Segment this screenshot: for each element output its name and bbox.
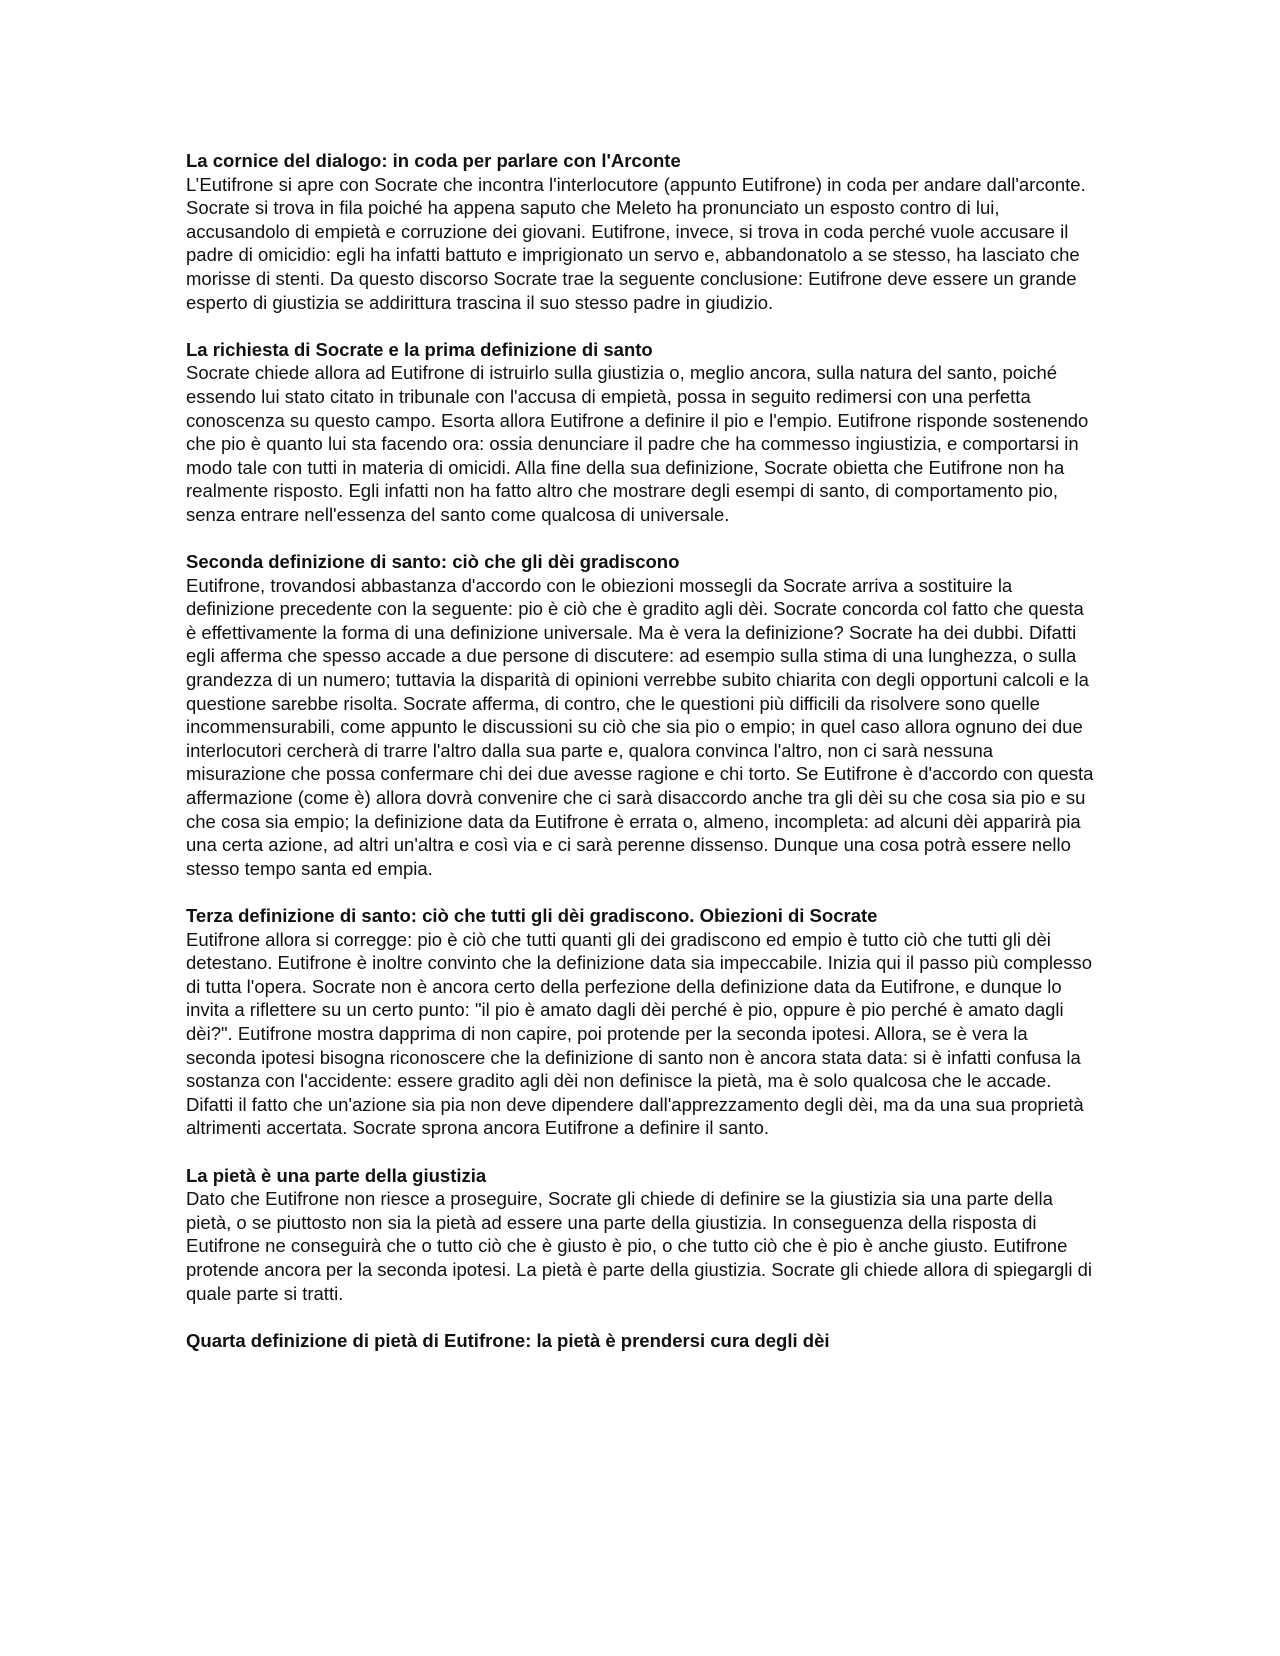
section-seconda-definizione [186,550,1096,880]
document-page [186,149,1096,1376]
section-heading: La richiesta di Socrate e la prima definizione di santo [186,338,653,360]
section-quarta-definizione [186,1329,1096,1353]
section-paragraph: Eutifrone allora si corregge: pio è ciò che tutti quanti gli dei gradiscono ed empio è tutto ciò che tutti gli dèi detestano. Eutifrone è inoltre convinto che la definizione data sia impeccabile. Inizia qui il passo più complesso di tutta l'opera. Socrate non è ancora certo della perfezione della definizione data da Eutifrone, e dunque lo invita a riflettere su un certo punto: "il pio è amato dagli dèi perché è pio, oppure è pio perché è amato dagli dèi?". Eutifrone mostra dapprima di non capire, poi protende per la seconda ipotesi. Allora, se è vera la seconda ipotesi bisogna riconoscere che la definizione di santo non è ancora stata data: si è infatti confusa la sostanza con l'accidente: essere gradito agli dèi non definisce la pietà, ma è solo qualcosa che le accade. Difatti il fatto che un'azione sia pia non deve dipendere dall'apprezzamento degli dèi, ma da una sua proprietà altrimenti accertata. Socrate sprona ancora Eutifrone a definire il santo. [186,928,1093,1139]
section-paragraph: Eutifrone, trovandosi abbastanza d'accordo con le obiezioni mossegli da Socrate arriva a sostituire la definizione precedente con la seguente: pio è ciò che è gradito agli dèi. Socrate concorda col fatto che questa è effettivamente la forma di una definizione universale. Ma è vera la definizione? Socrate ha dei dubbi. Difatti egli afferma che spesso accade a due persone di discutere: ad esempio sulla stima di una lunghezza, o sulla grandezza di un numero; tuttavia la disparità di opinioni verrebbe subito chiarita con degli opportuni calcoli e la questione sarebbe risolta. Socrate afferma, di contro, che le questioni più difficili da risolvere sono quelle incommensurabili, come appunto le discussioni su ciò che sia pio o empio; in quel caso allora ognuno dei due interlocutori cercherà di trarre l'altro dalla sua parte e, qualora convinca l'altro, non ci sarà nessuna misurazione che possa confermare chi dei due avesse ragione e chi torto. Se Eutifrone è d'accordo con questa affermazione (come è) allora dovrà convenire che ci sarà disaccordo anche tra gli dèi su che cosa sia pio e su che cosa sia empio; la definizione data da Eutifrone è errata o, almeno, incompleta: ad alcuni dèi apparirà pia una certa azione, ad altri un'altra e così via e ci sarà perenne dissenso. Dunque una cosa potrà essere nello stesso tempo santa ed empia. [186,574,1094,879]
section-heading: Quarta definizione di pietà di Eutifrone: la pietà è prendersi cura degli dèi [186,1329,830,1351]
section-paragraph: L’Eutifrone si apre con Socrate che incontra l'interlocutore (appunto Eutifrone) in coda per andare dall'arconte. Socrate si trova in fila poiché ha appena saputo che Meleto ha pronunciato un esposto contro di lui, accusandolo di empietà e corruzione dei giovani. Eutifrone, invece, si trova in coda perché vuole accusare il padre di omicidio: egli ha infatti battuto e imprigionato un servo e, abbandonatolo a se stesso, ha lasciato che morisse di stenti. Da questo discorso Socrate trae la seguente conclusione: Eutifrone deve essere un grande esperto di giustizia se addirittura trascina il suo stesso padre in giudizio. [186,173,1086,313]
section-heading: La pietà è una parte della giustizia [186,1164,487,1186]
section-heading: Terza definizione di santo: ciò che tutti gli dèi gradiscono. Obiezioni di Socrate [186,905,878,926]
section-terza-definizione [186,904,1096,1140]
section-paragraph: Dato che Eutifrone non riesce a proseguire, Socrate gli chiede di definire se la giustizia sia una parte della pietà, o se piuttosto non sia la pietà ad essere una parte della giustizia. In conseguenza della risposta di Eutifrone ne conseguirà che o tutto ciò che è giusto è pio, o che tutto ciò che è pio è anche giusto. Eutifrone protende ancora per la seconda ipotesi. La pietà è parte della giustizia. Socrate gli chiede allora di spiegargli di quale parte si tratti. [186,1188,1093,1304]
section-paragraph: Socrate chiede allora ad Eutifrone di istruirlo sulla giustizia o, meglio ancora, sulla natura del santo, poiché essendo lui stato citato in tribunale con l'accusa di empietà, possa in seguito redimersi con una perfetta conoscenza su questo campo. Esorta allora Eutifrone a definire il pio e l'empio. Eutifrone risponde sostenendo che pio è quanto lui sta facendo ora: ossia denunciare il padre che ha commesso ingiustizia, e comportarsi in modo tale con tutti in materia di omicidi. Alla fine della sua definizione, Socrate obietta che Eutifrone non ha realmente risposto. Egli infatti non ha fatto altro che mostrare degli esempi di santo, di comportamento pio, senza entrare nell'essenza del santo come qualcosa di universale. [186,362,1089,525]
section-heading: La cornice del dialogo: in coda per parlare con l'Arconte [186,150,681,171]
section-heading: Seconda definizione di santo: ciò che gli dèi gradiscono [186,551,680,573]
section-pieta-giustizia [186,1164,1096,1306]
section-prima-definizione [186,338,1096,527]
section-cornice [186,149,1096,314]
